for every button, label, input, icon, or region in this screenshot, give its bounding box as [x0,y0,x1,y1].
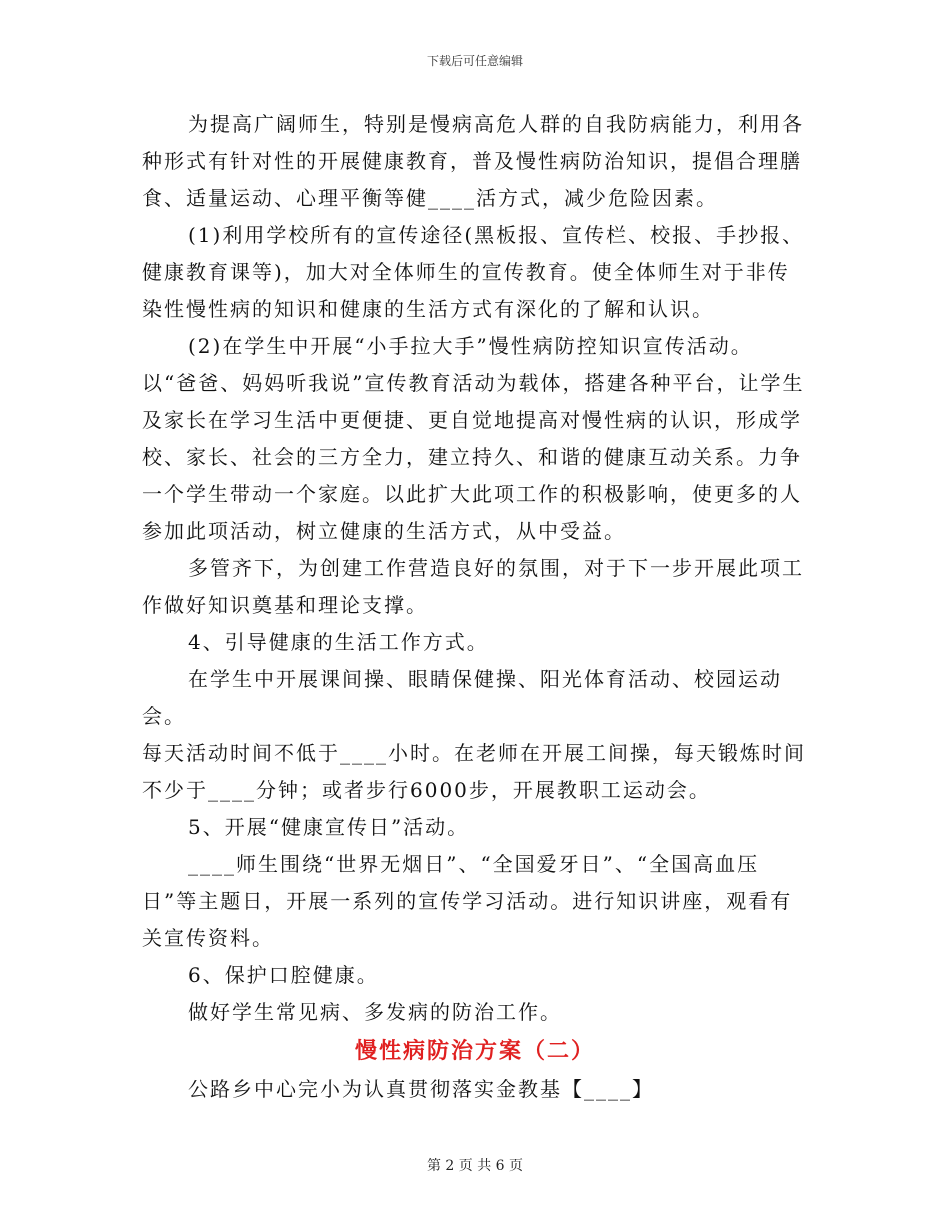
paragraph-daily-activity-time: 每天活动时间不低于____小时。在老师在开展工间操，每天锻炼时间不少于____分钟；或者步行6000步，开展教职工运动会。 [142,741,806,802]
heading-4-lifestyle: 4、引导健康的生活工作方式。 [188,630,489,654]
paragraph-student-activities: 在学生中开展课间操、眼睛保健操、阳光体育活动、校园运动会。 [142,667,782,728]
paragraph-theme-days: ____师生围绕“世界无烟日”、“全国爱牙日”、“全国高血压日”等主题日，开展一系列的宣传学习活动。进行知识讲座，观看有关宣传资料。 [142,852,793,950]
paragraph-disease-prevention: 做好学生常见病、多发病的防治工作。 [188,1000,562,1024]
page-number-footer: 第 2 页 共 6 页 [426,1158,524,1174]
paragraph-closing: 公路乡中心完小为认真贯彻落实金教基【____】 [188,1077,654,1101]
heading-6-oral-health: 6、保护口腔健康。 [188,963,379,987]
page-header-note: 下载后可任意编辑 [426,54,523,68]
paragraph-item-1: (1)利用学校所有的宣传途径(黑板报、宣传栏、校报、手抄报、健康教育课等)，加大对全体师生的宣传教育。使全体师生对于非传染性慢性病的知识和健康的生活方式有深化的了解和认识。 [142,223,805,321]
paragraph-health-education: 为提高广阔师生，特别是慢病高危人群的自我防病能力，利用各种形式有针对性的开展健康教育，普及慢性病防治知识，提倡合理膳食、适量运动、心理平衡等健____活方式，减少危险因素。 [142,112,804,210]
section-title: 慢性病防治方案（二） [354,1038,595,1064]
paragraph-multi-approach: 多管齐下，为创建工作营造良好的氛围，对于下一步开展此项工作做好知识奠基和理论支撑。 [142,556,804,617]
document-body [142,106,808,1108]
heading-5-health-day: 5、开展“健康宣传日”活动。 [188,815,470,839]
paragraph-item-2: (2)在学生中开展“小手拉大手”慢性病防控知识宣传活动。以“爸爸、妈妈听我说”宣传教育活动为载体，搭建各种平台，让学生及家长在学习生活中更便捷、更自觉地提高对慢性病的认识，形成学校、家长、社会的三方全力，建立持久、和谐的健康互动关系。力争一个学生带动一个家庭。以此扩大此项工作的积极影响，使更多的人参加此项活动，树立健康的生活方式，从中受益。 [142,334,805,543]
